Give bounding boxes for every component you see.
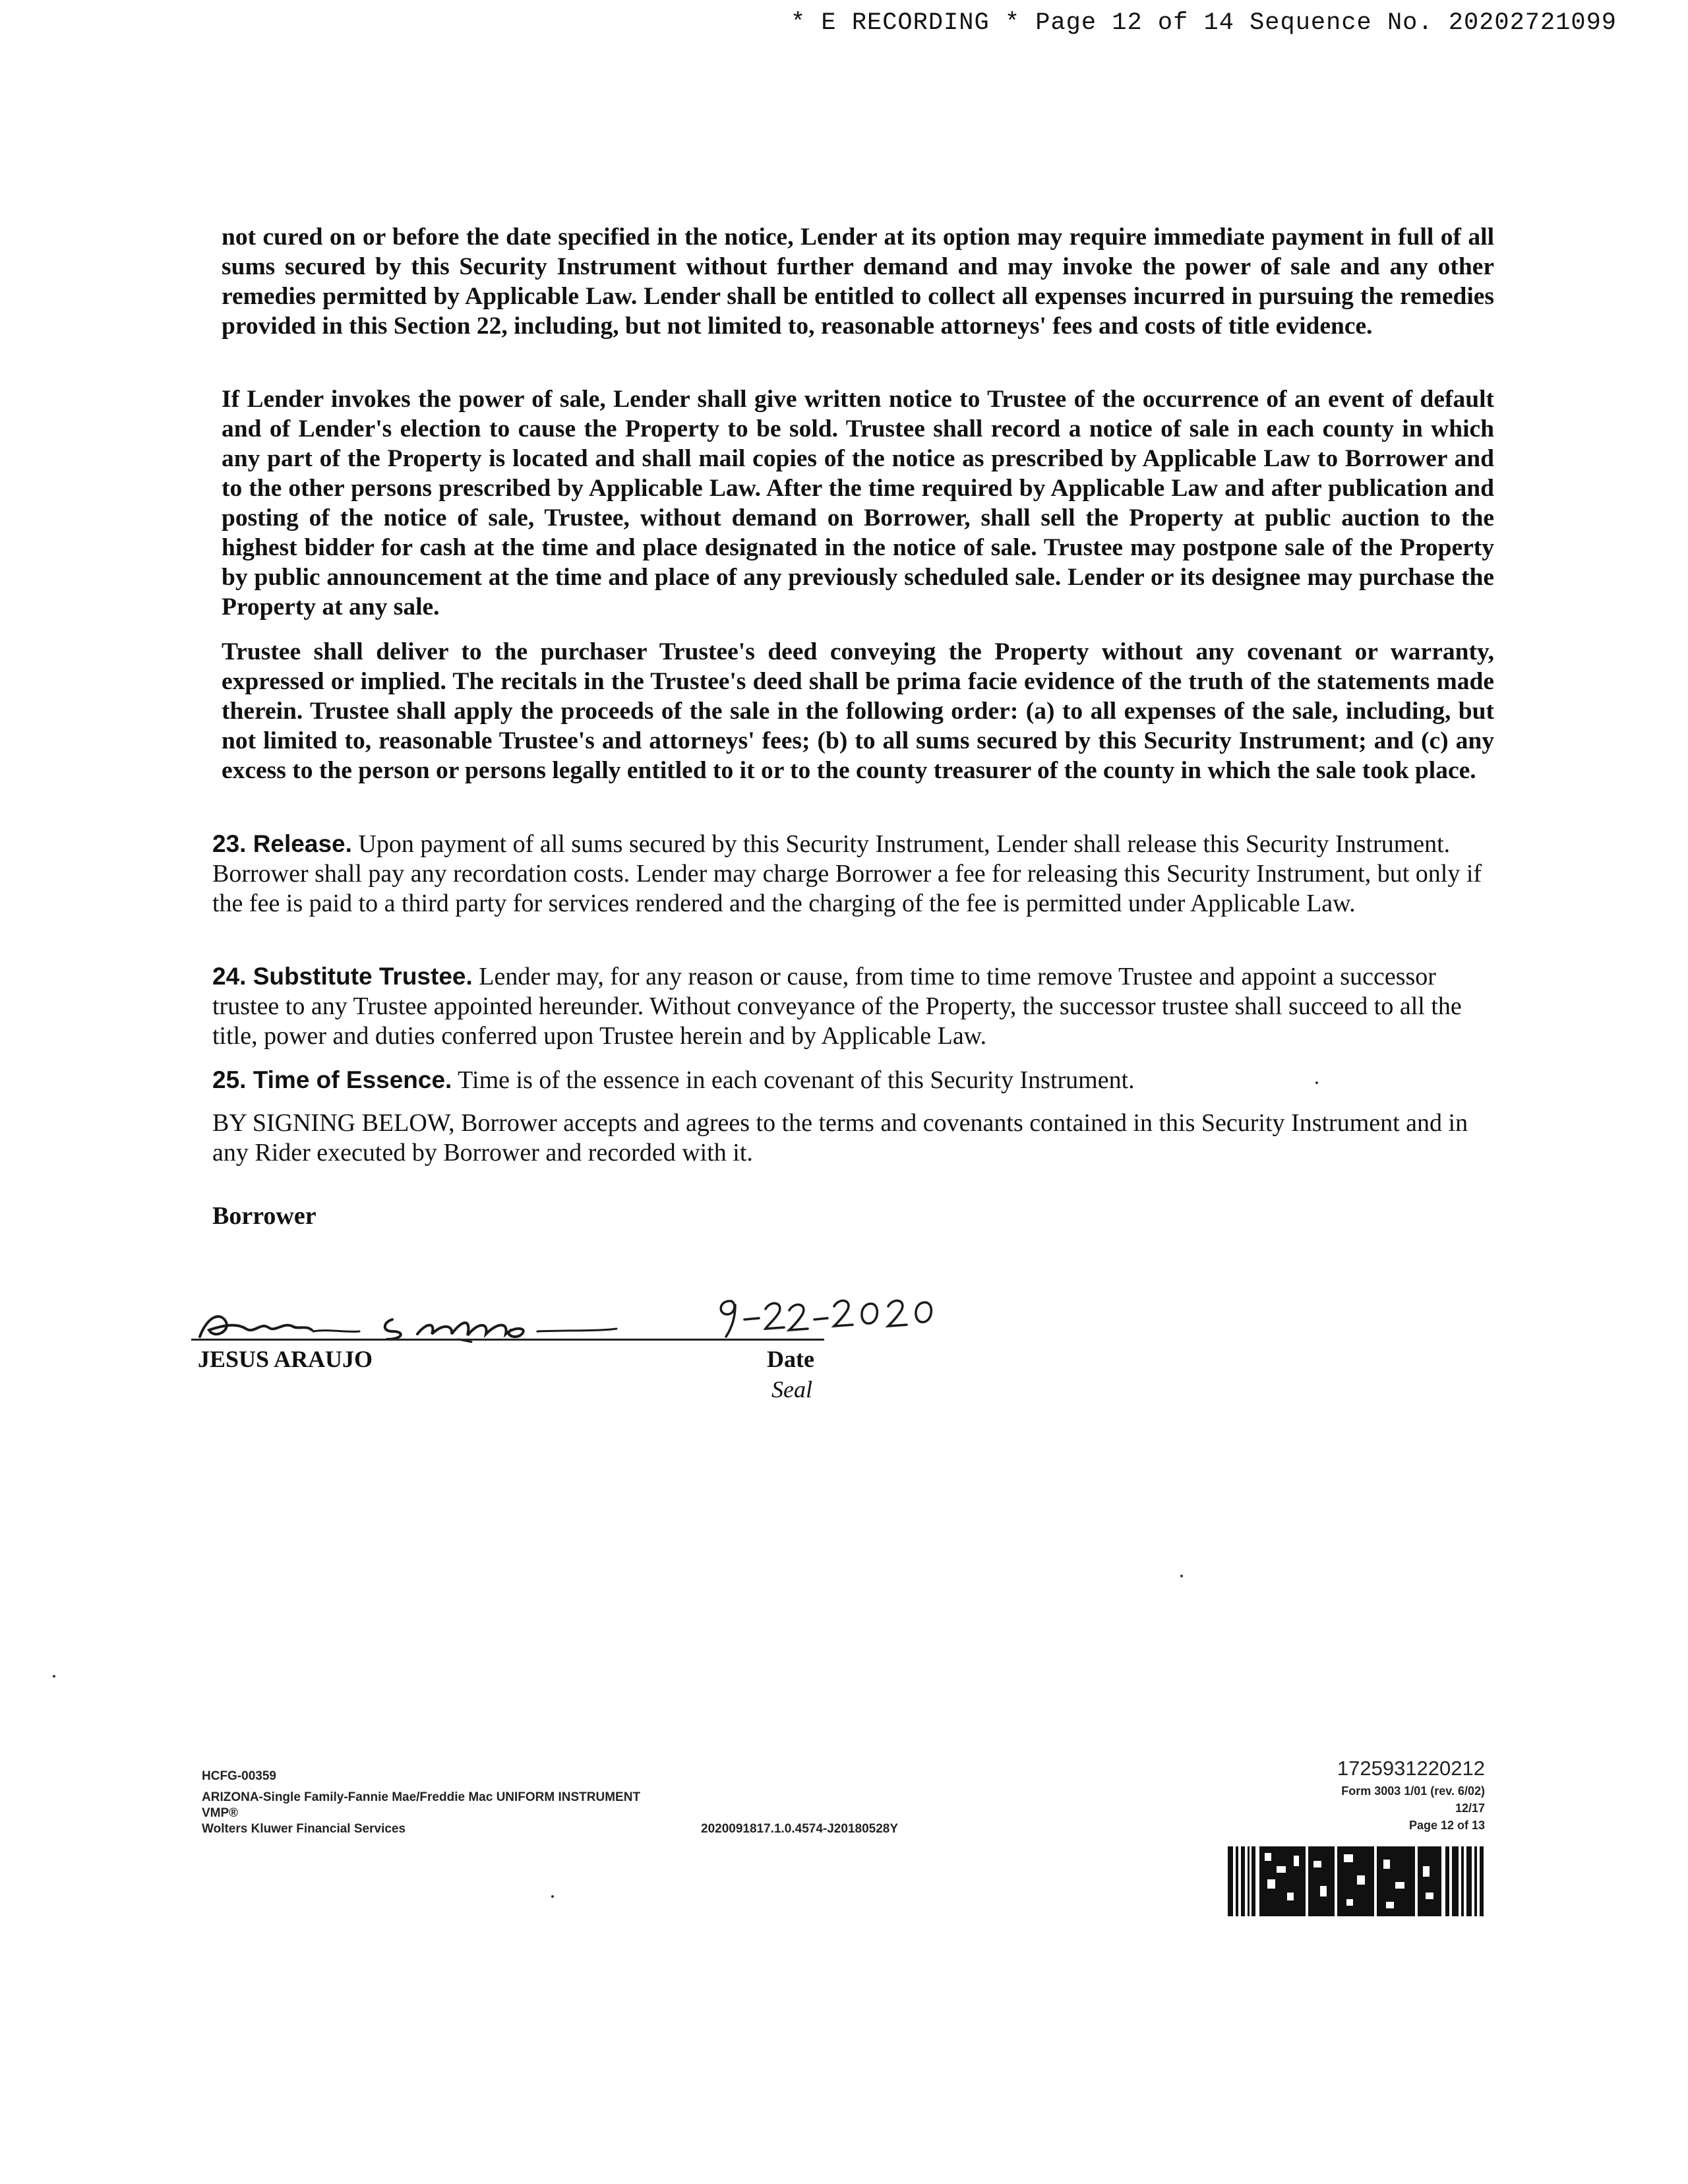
footer-form-date: 12/17 bbox=[1455, 1802, 1485, 1815]
scan-speck bbox=[53, 1675, 55, 1678]
section-24-text: Lender may, for any reason or cause, from time to time remove Trustee and appoint a successor trustee to any Trustee appointed hereunder. Without conveyance of the Property, the successor trustee shall succeed to all the title, power and duties conferred upon Trustee herein and by Applicable Law. bbox=[212, 963, 1462, 1050]
section-23-release bbox=[212, 829, 1494, 919]
section-23-title: 23. Release. bbox=[212, 830, 352, 857]
section-25-text: Time is of the essence in each covenant of this Security Instrument. bbox=[458, 1066, 1135, 1094]
footer-form-code: HCFG-00359 bbox=[202, 1769, 276, 1783]
handwritten-date bbox=[715, 1289, 953, 1342]
footer-company: Wolters Kluwer Financial Services bbox=[202, 1822, 406, 1836]
scan-speck bbox=[1180, 1575, 1183, 1577]
footer-form-title: ARIZONA-Single Family-Fannie Mae/Freddie Mac UNIFORM INSTRUMENT bbox=[202, 1790, 641, 1804]
section-23-text: Upon payment of all sums secured by this Security Instrument, Lender shall release this Security Instrument. Borrower shall pay any recordation costs. Lender may charge Borrower a fee for releasing this Security Instrument, but only if the fee is paid to a third party for services rendered and the charging of the fee is permitted under Applicable Law. bbox=[212, 830, 1482, 917]
section-25-time-of-essence bbox=[212, 1065, 1494, 1095]
scan-speck bbox=[551, 1895, 554, 1898]
scan-speck bbox=[1315, 1081, 1318, 1084]
seal-label: Seal bbox=[771, 1376, 812, 1403]
paragraph-power-of-sale: If Lender invokes the power of sale, Lender shall give written notice to Trustee of the occurrence of an event of default and of Lender's election to cause the Property to be sold. Trustee shall record a notice of sale in each county in which any part of the Property is located and shall mail copies of the notice as prescribed by Applicable Law to Borrower and to the other persons prescribed by Applicable Law. After the time required by Applicable Law and after publication and posting of the notice of sale, Trustee, without demand on Borrower, shall sell the Property at public auction to the highest bidder for cash at the time and place designated in the notice of sale. Trustee may postpone sale of the Property by public announcement at the time and place of any previously scheduled sale. Lender or its designee may purchase the Property at any sale. bbox=[222, 386, 1494, 621]
section-24-substitute-trustee bbox=[212, 961, 1494, 1051]
paragraph-default-remedies: not cured on or before the date specified in the notice, Lender at its option may require immediate payment in full of all sums secured by this Security Instrument without further demand and may invoke the power of sale and any other remedies permitted by Applicable Law. Lender shall be entitled to collect all expenses incurred in pursuing the remedies provided in this Section 22, including, but not limited to, reasonable attorneys' fees and costs of title evidence. bbox=[222, 224, 1494, 340]
barcode bbox=[1228, 1846, 1485, 1916]
signature-line bbox=[191, 1339, 824, 1341]
signing-statement: BY SIGNING BELOW, Borrower accepts and agrees to the terms and covenants contained in this Security Instrument and in any Rider executed by Borrower and recorded with it. bbox=[212, 1109, 1468, 1167]
section-25-title: 25. Time of Essence. bbox=[212, 1066, 452, 1093]
footer-form-number: Form 3003 1/01 (rev. 6/02) bbox=[1341, 1784, 1485, 1798]
borrower-label: Borrower bbox=[212, 1202, 316, 1230]
date-label: Date bbox=[767, 1346, 814, 1372]
handwritten-signature bbox=[195, 1302, 656, 1349]
printed-borrower-name: JESUS ARAUJO bbox=[198, 1346, 373, 1372]
paragraph-trustee-deed: Trustee shall deliver to the purchaser Trustee's deed conveying the Property without any covenant or warranty, expressed or implied. The recitals in the Trustee's deed shall be prima facie evidence of the truth of the statements made therein. Trustee shall apply the proceeds of the sale in the following order: (a) to all expenses of the sale, including, but not limited to, reasonable Trustee's and attorneys' fees; (b) to all sums secured by this Security Instrument; and (c) any excess to the person or persons legally entitled to it or to the county treasurer of the county in which the sale took place. bbox=[222, 638, 1494, 784]
footer-doc-code: 2020091817.1.0.4574-J20180528Y bbox=[701, 1822, 899, 1836]
section-24-title: 24. Substitute Trustee. bbox=[212, 963, 473, 990]
footer-vendor: VMP® bbox=[202, 1806, 239, 1820]
recording-header: * E RECORDING * Page 12 of 14 Sequence No. 20202721099 bbox=[791, 9, 1617, 37]
footer-loan-number: 1725931220212 bbox=[1337, 1757, 1485, 1780]
footer-page-of: Page 12 of 13 bbox=[1408, 1819, 1485, 1832]
